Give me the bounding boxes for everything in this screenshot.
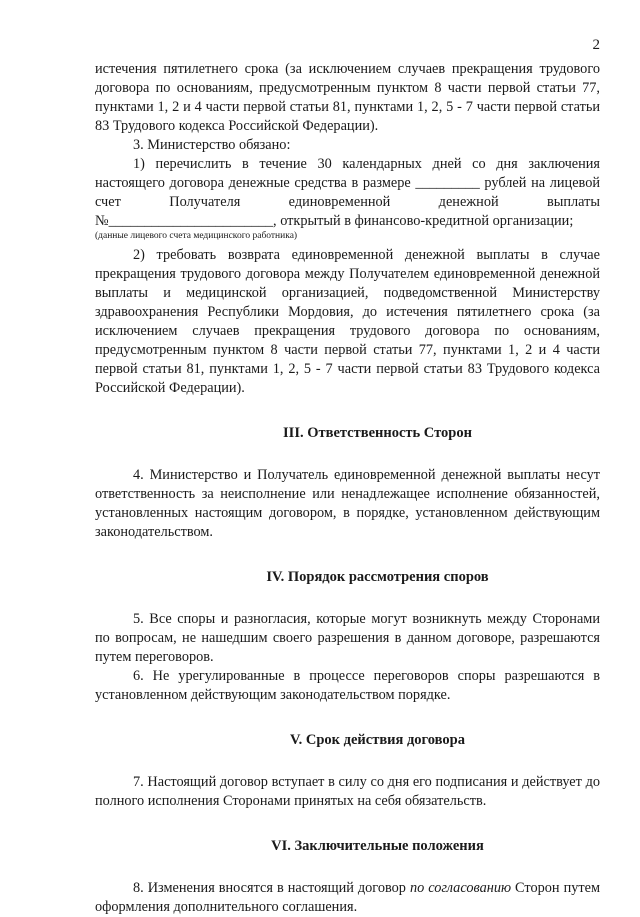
page-number: 2 <box>592 37 600 53</box>
paragraph-continuation: истечения пятилетнего срока (за исключением случаев прекращения трудового договора по основаниям, предусмотренным пунктом 8 части первой статьи 77, пунктами 1, 2 и 4 части первой статьи 81, пунктами 1, 2, 5 - 7 части первой статьи 83 Трудового кодекса Российской Федерации). <box>95 61 600 134</box>
clause-3-intro: 3. Министерство обязано: <box>133 137 291 153</box>
clause-5: 5. Все споры и разногласия, которые могут возникнуть между Сторонами по вопросам, не нашедшим своего разрешения в данном договоре, разрешаются путем переговоров. <box>95 611 600 665</box>
clause-8-part2: Сторон путем оформления дополнительного соглашения. <box>95 880 601 915</box>
document-body <box>95 60 600 917</box>
clause-8-italic: по согласованию <box>409 880 512 896</box>
section-heading-responsibility: III. Ответственность Сторон <box>283 425 472 441</box>
clause-4: 4. Министерство и Получатель единовременной денежной выплаты несут ответственность за неисполнение или ненадлежащее исполнение обязанностей, установленных настоящим договором, в порядке, установленном действующим законодательством. <box>95 467 600 540</box>
clause-3-1: 1) перечислить в течение 30 календарных дней со дня заключения настоящего договора денежные средства в размере _________ рублей на лицевой счет Получателя единовременной денежной выплаты №_______________________, открытый в финансово-кредитной организации; <box>95 156 600 229</box>
clause-8 <box>95 879 600 917</box>
clause-3-2: 2) требовать возврата единовременной денежной выплаты в случае прекращения трудового договора между Получателем единовременной денежной выплаты и медицинской организацией, подведомственной Министерству здравоохранения Республики Мордовия, до истечения пятилетнего срока (за исключением случаев прекращения трудового договора по основаниям, предусмотренным пунктом 8 части первой статьи 77, пунктами 1, 2 и 4 части первой статьи 81, пунктами 1, 2, 5 - 7 части первой статьи 83 Трудового кодекса Российской Федерации). <box>95 247 600 396</box>
section-heading-term: V. Срок действия договора <box>290 732 465 748</box>
section-heading-final: VI. Заключительные положения <box>271 838 484 854</box>
clause-6: 6. Не урегулированные в процессе переговоров споры разрешаются в установленном действующим законодательством порядке. <box>95 668 600 703</box>
clause-8-part1: 8. Изменения вносятся в настоящий договор <box>133 880 410 896</box>
clause-3-1-note: (данные лицевого счета медицинского работника) <box>95 231 298 241</box>
clause-7: 7. Настоящий договор вступает в силу со дня его подписания и действует до полного исполнения Сторонами принятых на себя обязательств. <box>95 774 600 809</box>
section-heading-disputes: IV. Порядок рассмотрения споров <box>266 569 489 585</box>
